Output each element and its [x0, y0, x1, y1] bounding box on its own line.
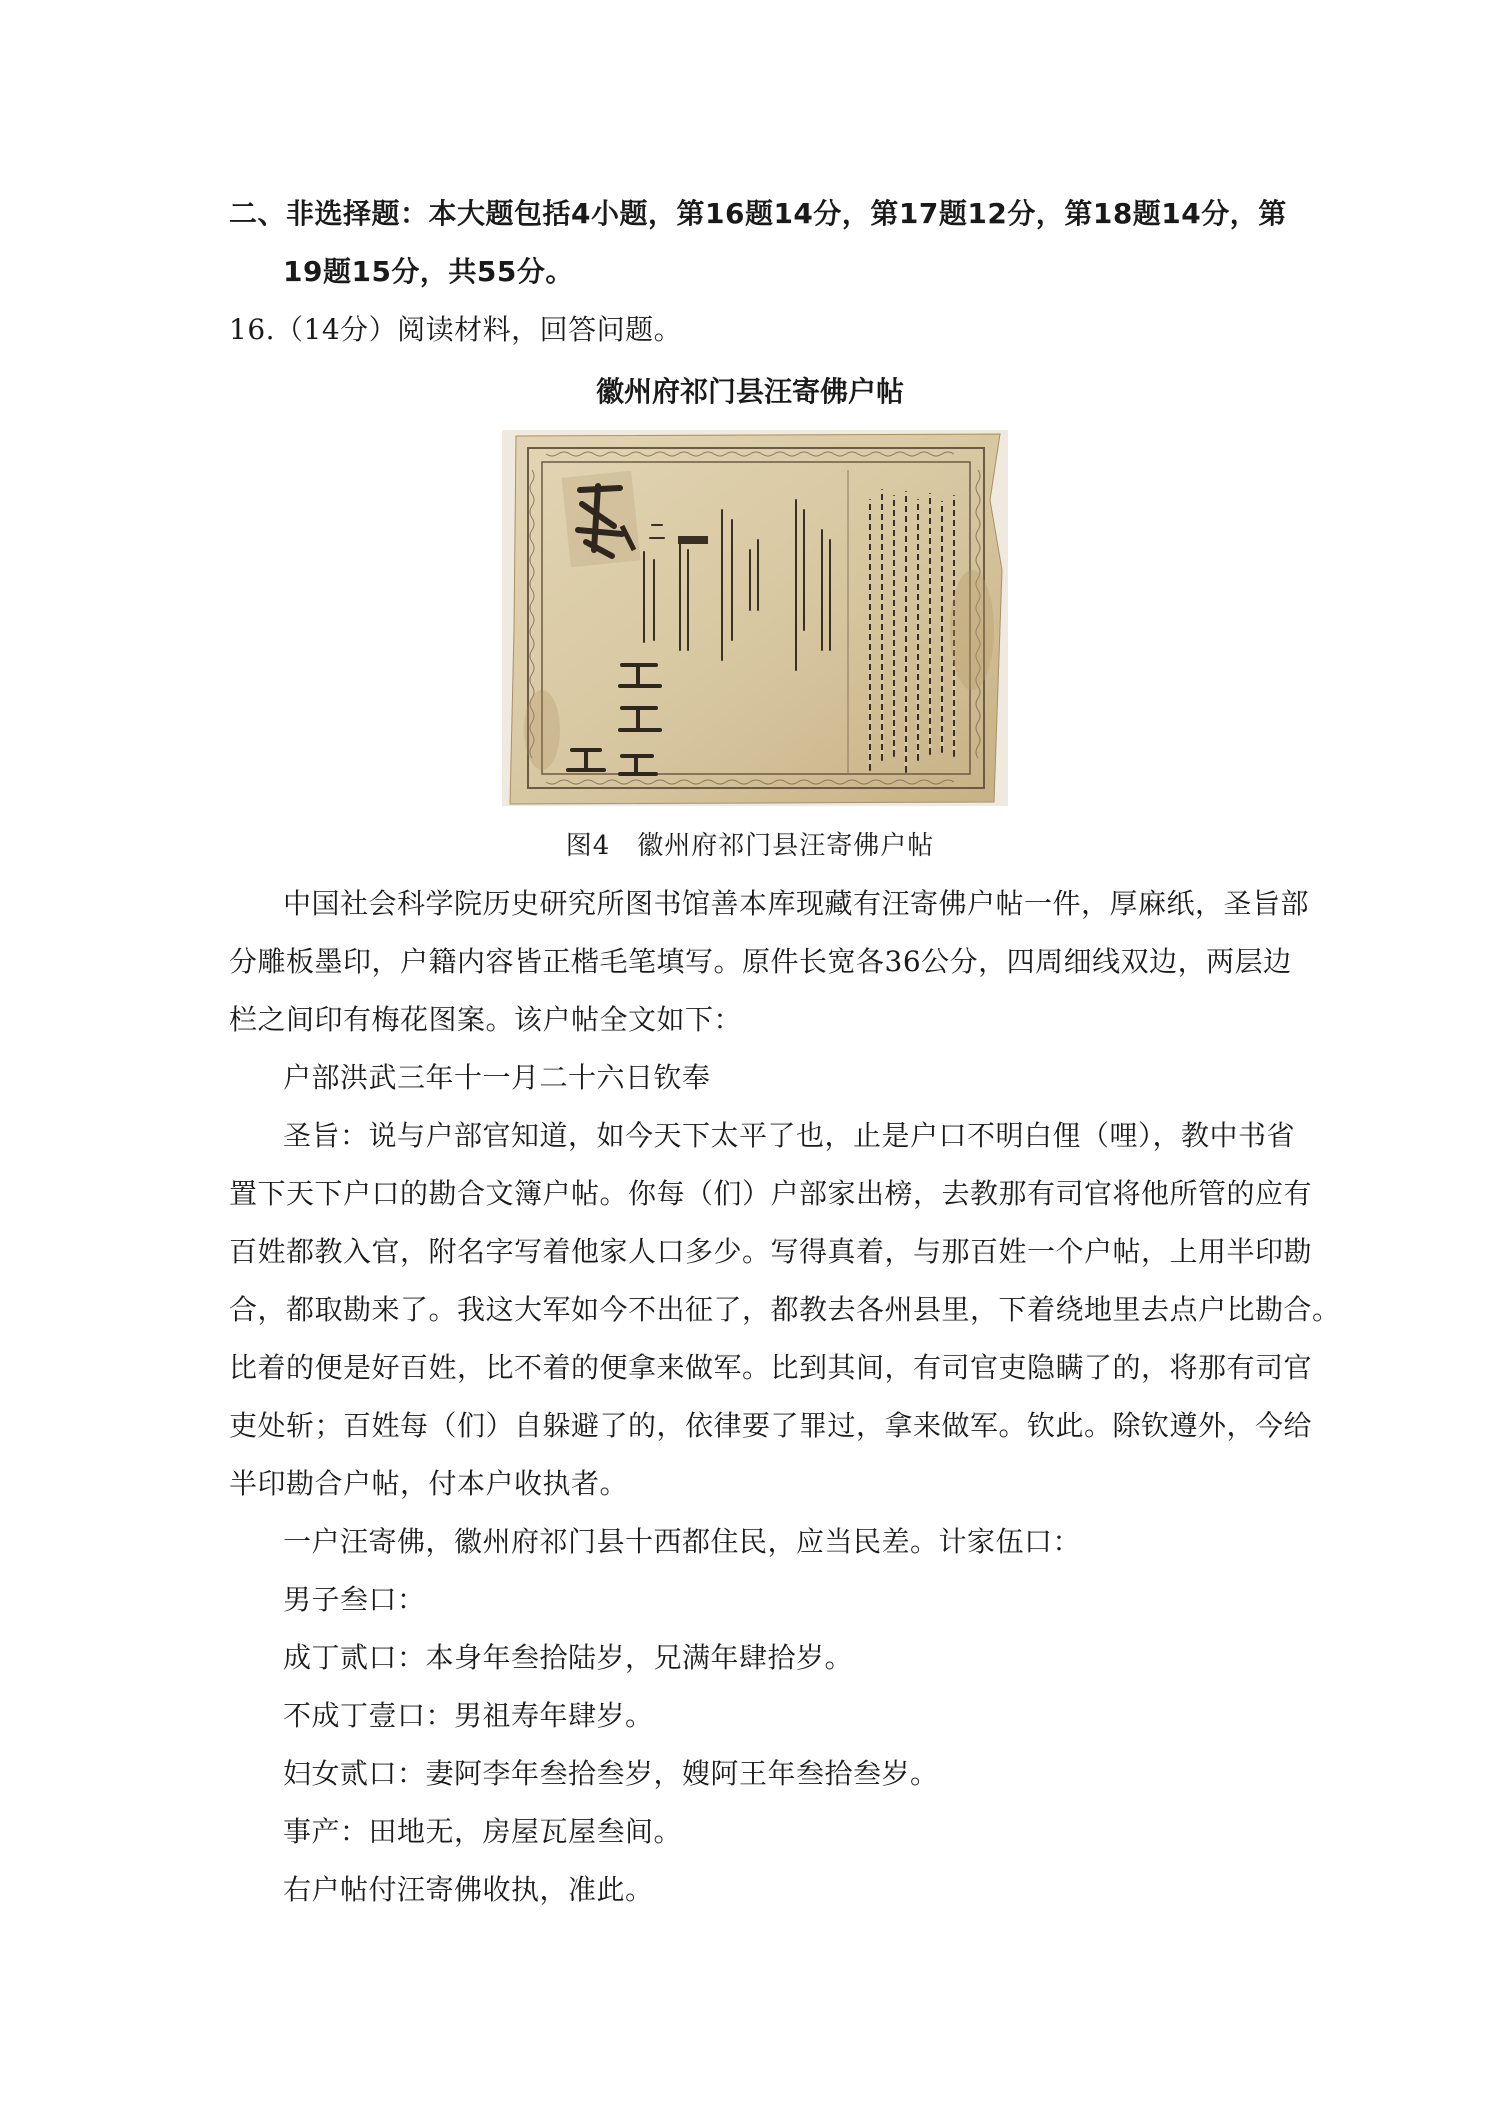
body-paragraph-1-line-2: 分雕板墨印，户籍内容皆正楷毛笔填写。原件长宽各36公分，四周细线双边，两层边	[229, 945, 1292, 978]
figure-title: 徽州府祁门县汪寄佛户帖	[595, 375, 904, 408]
household-certificate-image	[502, 430, 1008, 806]
body-paragraph-6: 成丁贰口：本身年叁拾陆岁，兄满年肆拾岁。	[283, 1641, 854, 1674]
figure-caption: 图4 徽州府祁门县汪寄佛户帖	[565, 831, 935, 861]
body-paragraph-7: 不成丁壹口：男祖寿年肆岁。	[283, 1699, 654, 1732]
body-paragraph-1-line-1: 中国社会科学院历史研究所图书馆善本库现藏有汪寄佛户帖一件，厚麻纸，圣旨部	[283, 887, 1310, 920]
body-paragraph-3-line-7: 半印勘合户帖，付本户收执者。	[229, 1467, 629, 1500]
body-paragraph-9: 事产：田地无，房屋瓦屋叁间。	[283, 1815, 683, 1848]
body-paragraph-3-line-6: 吏处斩；百姓每（们）自躲避了的，依律要了罪过，拿来做军。钦此。除钦遵外，今给	[229, 1409, 1313, 1442]
body-paragraph-2: 户部洪武三年十一月二十六日钦奉	[283, 1061, 711, 1094]
body-paragraph-5: 男子叁口：	[283, 1583, 426, 1616]
body-paragraph-1-line-3: 栏之间印有梅花图案。该户帖全文如下：	[229, 1003, 743, 1036]
body-paragraph-3-line-3: 百姓都教入官，附名字写着他家人口多少。写得真着，与那百姓一个户帖，上用半印勘	[229, 1235, 1313, 1268]
household-certificate-photo	[502, 430, 1008, 806]
body-paragraph-4: 一户汪寄佛，徽州府祁门县十西都住民，应当民差。计家伍口：	[283, 1525, 1082, 1558]
body-paragraph-8: 妇女贰口：妻阿李年叁拾叁岁，嫂阿王年叁拾叁岁。	[283, 1757, 939, 1790]
body-paragraph-3-line-1: 圣旨：说与户部官知道，如今天下太平了也，止是户口不明白俚（哩），教中书省	[283, 1119, 1296, 1152]
section-heading-line-1: 二、非选择题：本大题包括4小题，第16题14分，第17题12分，第18题14分，第	[229, 197, 1287, 230]
body-paragraph-10: 右户帖付汪寄佛收执，准此。	[283, 1873, 654, 1906]
body-paragraph-3-line-5: 比着的便是好百姓，比不着的便拿来做军。比到其间，有司官吏隐瞒了的，将那有司官	[229, 1351, 1313, 1384]
body-paragraph-3-line-2: 置下天下户口的勘合文簿户帖。你每（们）户部家出榜，去教那有司官将他所管的应有	[229, 1177, 1313, 1210]
question-intro: 16.（14分）阅读材料，回答问题。	[229, 313, 683, 346]
section-heading-line-2: 19题15分，共55分。	[283, 255, 574, 288]
body-paragraph-3-line-4: 合，都取勘来了。我这大军如今不出征了，都教去各州县里，下着绕地里去点户比勘合。	[229, 1293, 1341, 1326]
